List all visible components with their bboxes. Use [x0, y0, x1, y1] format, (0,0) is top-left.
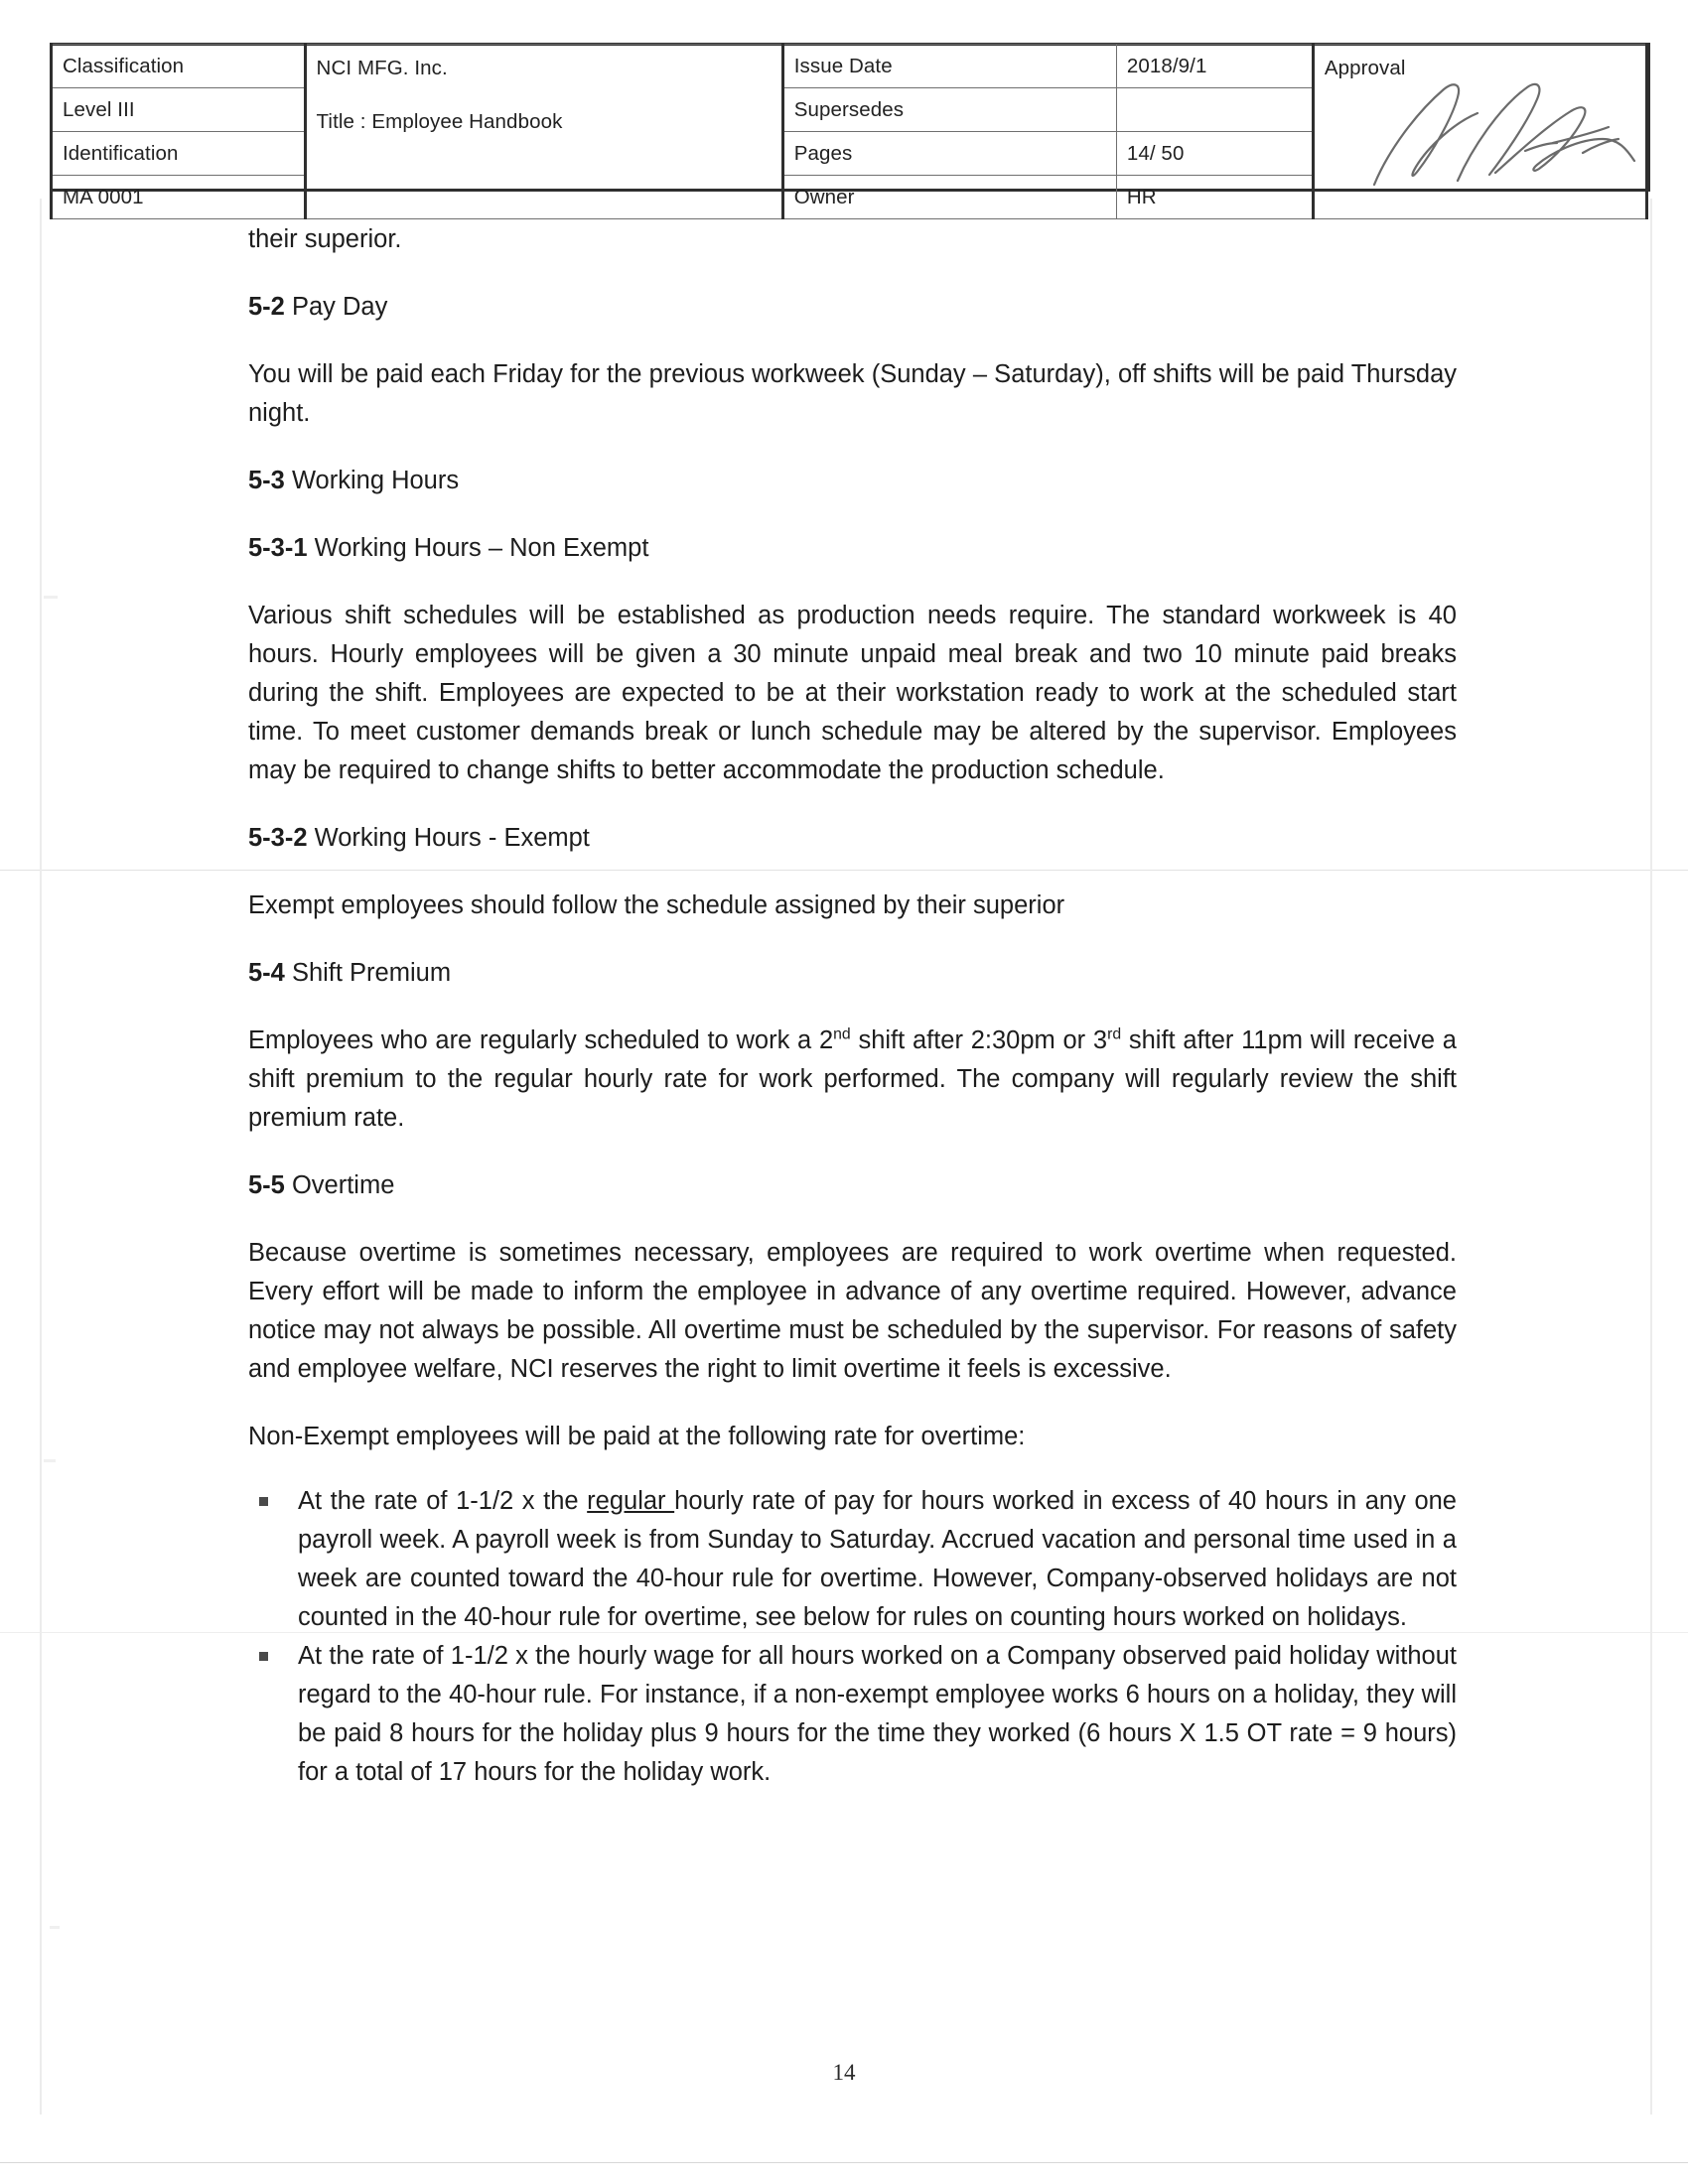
heading-number: 5-2: [248, 293, 285, 321]
shift-premium-part1: Employees who are regularly scheduled to work a 2: [248, 1026, 834, 1054]
cell-issue-date-value: 2018/9/1: [1116, 45, 1313, 88]
cell-identification-label: Identification: [52, 132, 306, 176]
bullet-text-pre: At the rate of 1-1/2 x the: [298, 1487, 588, 1515]
cell-pages-label: Pages: [782, 132, 1116, 176]
heading-title: Working Hours - Exempt: [307, 824, 590, 852]
scan-artifact-edge: [40, 199, 42, 2115]
heading-number: 5-3-2: [248, 824, 308, 852]
heading-5-3: [248, 462, 1457, 500]
bullet-text-post: hourly rate of pay for hours worked in excess of 40 hours in any one payroll week. A payroll week is from Sunday to Saturday. Accrued vacation and personal time used in a week are counted toward the 40-hour rule for overtime. However, Company-observed holidays are not counted in the 40-hour rule for overtime, see below for rules on counting hours worked on holidays.: [298, 1487, 1457, 1631]
cell-owner-label: Owner: [782, 176, 1116, 219]
document-title: Title : Employee Handbook: [316, 110, 563, 133]
approval-label: Approval: [1324, 57, 1406, 79]
page-number: 14: [832, 2060, 856, 2085]
heading-5-5: [248, 1166, 1457, 1205]
shift-premium-part2: shift after 2:30pm or 3: [850, 1026, 1108, 1054]
cell-pages-value: 14/ 50: [1116, 132, 1313, 176]
heading-number: 5-3: [248, 467, 285, 494]
cell-supersedes-value: [1116, 88, 1313, 132]
cell-owner-value: HR: [1116, 176, 1313, 219]
document-header-table: [50, 44, 1648, 219]
bullet-text-pre: At the rate of 1-1/2 x the hourly wage for all hours worked on a Company observed paid holiday without regard to the 40-hour rule. For instance, if a non-exempt employee works 6 hours on a holiday, they will be paid 8 hours for the holiday plus 9 hours for the time they worked (6 hours X 1.5 OT rate = 9 hours) for a total of 17 hours for the holiday work.: [298, 1642, 1457, 1786]
cell-identification-value: MA 0001: [52, 176, 306, 219]
scan-artifact-speck: [50, 1926, 60, 1929]
overtime-rate-list: [248, 1482, 1457, 1792]
bullet-square-icon: [259, 1497, 268, 1506]
heading-number: 5-3-1: [248, 534, 308, 562]
table-row: [52, 45, 1647, 88]
scan-artifact-speck: [44, 596, 58, 599]
heading-title: Working Hours – Non Exempt: [307, 534, 649, 562]
paragraph-working-hours-exempt: Exempt employees should follow the schedule assigned by their superior: [248, 891, 1065, 919]
bullet-square-icon: [259, 1652, 268, 1661]
cell-supersedes-label: Supersedes: [782, 88, 1116, 132]
cell-document-info: [305, 45, 782, 219]
heading-5-3-2: [248, 819, 1457, 858]
heading-number: 5-4: [248, 959, 285, 987]
heading-5-4: [248, 954, 1457, 993]
paragraph-pay-day: You will be paid each Friday for the previous workweek (Sunday – Saturday), off shifts will be paid Thursday night.: [248, 360, 1457, 427]
shift-premium-part3: shift after 11pm will receive a shift premium to the regular hourly rate for work performed. The company will regularly review the shift premium rate.: [248, 1026, 1457, 1132]
paragraph-continued: their superior.: [248, 225, 402, 253]
cell-issue-date-label: Issue Date: [782, 45, 1116, 88]
scan-artifact-speck: [44, 1459, 56, 1462]
scan-artifact-edge: [1650, 199, 1652, 2115]
cell-level-value: Level III: [52, 88, 306, 132]
heading-5-3-1: [248, 529, 1457, 568]
paragraph-shift-premium: [248, 1022, 1457, 1138]
scan-artifact-line: [0, 2162, 1688, 2163]
document-body: [248, 220, 1457, 1792]
list-item: [248, 1637, 1457, 1792]
cell-approval: [1313, 45, 1646, 219]
paragraph-overtime: Because overtime is sometimes necessary, employees are required to work overtime when requested. Every effort will be made to inform the employee in advance of any overtime required. However, advance notice may not always be possible. All overtime must be scheduled by the supervisor. For reasons of safety and employee welfare, NCI reserves the right to limit overtime it feels is excessive.: [248, 1239, 1457, 1383]
ordinal-suffix-2nd: nd: [833, 1025, 851, 1043]
heading-title: Working Hours: [284, 467, 460, 494]
heading-title: Shift Premium: [284, 959, 452, 987]
heading-title: Pay Day: [284, 293, 388, 321]
cell-classification-label: Classification: [52, 45, 306, 88]
list-item: [248, 1482, 1457, 1637]
heading-title: Overtime: [284, 1171, 395, 1199]
company-name: NCI MFG. Inc.: [316, 57, 448, 79]
bullet-text-underlined: regular: [587, 1487, 675, 1515]
heading-5-2: [248, 288, 1457, 327]
paragraph-working-hours-non-exempt: Various shift schedules will be established as production needs require. The standard workweek is 40 hours. Hourly employees will be given a 30 minute unpaid meal break and two 10 minute paid breaks during the shift. Employees are expected to be at their workstation ready to work at the scheduled start time. To meet customer demands break or lunch schedule may be altered by the supervisor. Employees may be required to change shifts to better accommodate the production schedule.: [248, 602, 1457, 784]
heading-number: 5-5: [248, 1171, 285, 1199]
ordinal-suffix-3rd: rd: [1107, 1025, 1122, 1043]
paragraph-overtime-rate-lead: Non-Exempt employees will be paid at the following rate for overtime:: [248, 1423, 1026, 1450]
